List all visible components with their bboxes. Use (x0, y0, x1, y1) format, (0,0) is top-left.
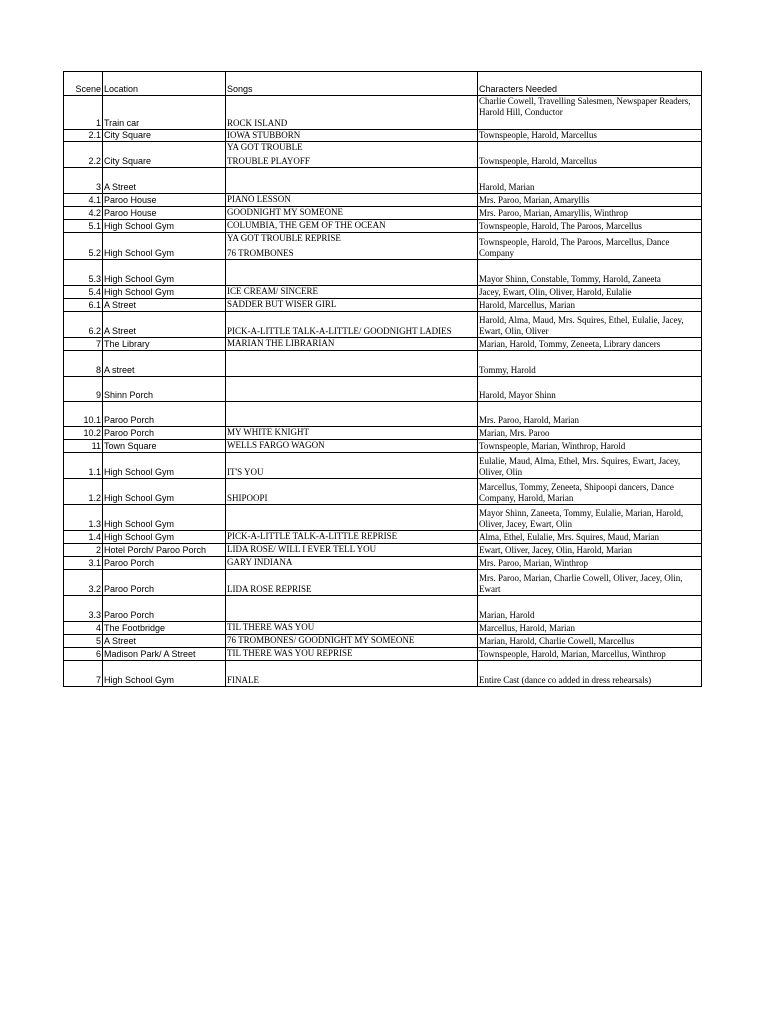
characters-cell[interactable]: Charlie Cowell, Travelling Salesmen, Newspaper Readers, Harold Hill, Conductor (478, 96, 702, 130)
scene-cell[interactable]: 1.4 (64, 531, 103, 544)
location-cell[interactable]: Hotel Porch/ Paroo Porch (103, 544, 226, 557)
songs-cell[interactable] (226, 596, 478, 622)
location-cell[interactable]: Paroo House (103, 194, 226, 207)
characters-cell[interactable]: Mayor Shinn, Zaneeta, Tommy, Eulalie, Marian, Harold, Oliver, Jacey, Ewart, Olin (478, 505, 702, 531)
table-row (64, 440, 702, 453)
characters-cell[interactable]: Townspeople, Marian, Winthrop, Harold (478, 440, 702, 453)
characters-cell[interactable]: Townspeople, Harold, Marian, Marcellus, Winthrop (478, 648, 702, 661)
song-title: YA GOT TROUBLE REPRISE (227, 233, 341, 243)
songs-cell[interactable] (226, 531, 478, 544)
location-cell[interactable]: High School Gym (103, 479, 226, 505)
characters-cell[interactable]: Marcellus, Tommy, Zeneeta, Shipoopi dancers, Dance Company, Harold, Marian (478, 479, 702, 505)
characters-cell[interactable]: Marian, Harold (478, 596, 702, 622)
songs-cell[interactable] (226, 312, 478, 338)
table-row (64, 570, 702, 596)
scene-cell[interactable]: 2 (64, 544, 103, 557)
songs-cell[interactable] (226, 570, 478, 596)
songs-cell[interactable] (226, 479, 478, 505)
song-title: LIDA ROSE/ WILL I EVER TELL YOU (227, 544, 377, 554)
scene-cell[interactable]: 1 (64, 96, 103, 130)
scene-cell[interactable]: 7 (64, 661, 103, 687)
songs-cell[interactable] (226, 220, 478, 233)
table-row (64, 233, 702, 260)
song-title: 76 TROMBONES (227, 248, 294, 258)
characters-cell[interactable]: Harold, Marian (478, 168, 702, 194)
scene-cell[interactable]: 9 (64, 377, 103, 402)
header-location[interactable]: Location (103, 72, 226, 96)
location-cell[interactable]: Paroo Porch (103, 427, 226, 440)
song-title: ROCK ISLAND (227, 118, 288, 128)
song-title: ICE CREAM/ SINCERE (227, 286, 319, 296)
table-row (64, 312, 702, 338)
table-row (64, 505, 702, 531)
characters-cell[interactable]: Harold, Marcellus, Marian (478, 299, 702, 312)
location-cell[interactable]: Paroo Porch (103, 557, 226, 570)
location-cell[interactable]: Paroo Porch (103, 570, 226, 596)
table-row (64, 207, 702, 220)
table-row (64, 544, 702, 557)
location-cell[interactable]: High School Gym (103, 220, 226, 233)
table-row (64, 96, 702, 130)
songs-cell[interactable] (226, 130, 478, 142)
characters-cell[interactable]: Townspeople, Harold, Marcellus (478, 142, 702, 168)
scene-cell[interactable]: 5.3 (64, 260, 103, 286)
table-row (64, 427, 702, 440)
songs-cell[interactable] (226, 168, 478, 194)
songs-cell[interactable] (226, 453, 478, 479)
location-cell[interactable]: Train car (103, 96, 226, 130)
songs-cell[interactable] (226, 427, 478, 440)
songs-cell[interactable] (226, 557, 478, 570)
header-scene[interactable]: Scene (64, 72, 103, 96)
location-cell[interactable]: High School Gym (103, 286, 226, 299)
scene-cell[interactable]: 4.1 (64, 194, 103, 207)
songs-cell[interactable] (226, 299, 478, 312)
song-title: SADDER BUT WISER GIRL (227, 299, 337, 309)
table-row (64, 531, 702, 544)
characters-cell[interactable]: Entire Cast (dance co added in dress rehearsals) (478, 661, 702, 687)
characters-cell[interactable]: Townspeople, Harold, The Paroos, Marcellus (478, 220, 702, 233)
scene-cell[interactable]: 3.2 (64, 570, 103, 596)
characters-cell[interactable]: Townspeople, Harold, The Paroos, Marcellus, Dance Company (478, 233, 702, 260)
scene-cell[interactable]: 5.4 (64, 286, 103, 299)
scene-cell[interactable]: 1.1 (64, 453, 103, 479)
song-title: TIL THERE WAS YOU (227, 622, 315, 632)
characters-cell[interactable]: Mayor Shinn, Constable, Tommy, Harold, Zaneeta (478, 260, 702, 286)
location-cell[interactable]: A Street (103, 312, 226, 338)
songs-cell[interactable] (226, 351, 478, 377)
songs-cell[interactable] (226, 622, 478, 635)
characters-cell[interactable]: Mrs. Paroo, Marian, Amaryllis, Winthrop (478, 207, 702, 220)
table-row (64, 130, 702, 142)
scene-cell[interactable]: 6.1 (64, 299, 103, 312)
location-cell[interactable]: High School Gym (103, 661, 226, 687)
scene-cell[interactable]: 6 (64, 648, 103, 661)
location-cell[interactable]: A Street (103, 299, 226, 312)
characters-cell[interactable]: Harold, Alma, Maud, Mrs. Squires, Ethel, Eulalie, Jacey, Ewart, Olin, Oliver (478, 312, 702, 338)
characters-cell[interactable]: Harold, Mayor Shinn (478, 377, 702, 402)
song-title: PICK-A-LITTLE TALK-A-LITTLE REPRISE (227, 531, 398, 541)
characters-cell[interactable]: Marian, Harold, Tommy, Zeneeta, Library dancers (478, 338, 702, 351)
songs-cell[interactable] (226, 402, 478, 427)
characters-cell[interactable]: Mrs. Paroo, Marian, Winthrop (478, 557, 702, 570)
scene-cell[interactable]: 4 (64, 622, 103, 635)
songs-cell[interactable] (226, 96, 478, 130)
scene-cell[interactable]: 1.3 (64, 505, 103, 531)
table-row (64, 557, 702, 570)
table-row (64, 402, 702, 427)
scene-cell[interactable]: 6.2 (64, 312, 103, 338)
scene-cell[interactable]: 3 (64, 168, 103, 194)
location-cell[interactable]: The Library (103, 338, 226, 351)
songs-cell[interactable] (226, 544, 478, 557)
scene-cell[interactable]: 3.3 (64, 596, 103, 622)
scene-cell[interactable]: 8 (64, 351, 103, 377)
songs-cell[interactable] (226, 286, 478, 299)
location-cell[interactable]: A Street (103, 168, 226, 194)
header-songs[interactable]: Songs (226, 72, 478, 96)
location-cell[interactable]: A Street (103, 635, 226, 648)
scene-cell[interactable]: 2.2 (64, 142, 103, 168)
scene-breakdown-table (63, 71, 702, 687)
location-cell[interactable]: City Square (103, 142, 226, 168)
table-row (64, 596, 702, 622)
songs-cell[interactable] (226, 440, 478, 453)
table-row (64, 453, 702, 479)
song-title: WELLS FARGO WAGON (227, 440, 325, 450)
table-row (64, 635, 702, 648)
table-row (64, 168, 702, 194)
scene-cell[interactable]: 5.2 (64, 233, 103, 260)
scene-cell[interactable]: 5.1 (64, 220, 103, 233)
scene-cell[interactable]: 10.1 (64, 402, 103, 427)
location-cell[interactable]: Paroo House (103, 207, 226, 220)
song-title: YA GOT TROUBLE (227, 142, 303, 152)
characters-cell[interactable]: Marian, Mrs. Paroo (478, 427, 702, 440)
location-cell[interactable]: Paroo Porch (103, 596, 226, 622)
location-cell[interactable]: High School Gym (103, 260, 226, 286)
songs-cell[interactable] (226, 233, 478, 260)
songs-cell[interactable] (226, 635, 478, 648)
song-title: PIANO LESSON (227, 194, 291, 204)
song-title: 76 TROMBONES/ GOODNIGHT MY SOMEONE (227, 635, 415, 645)
songs-cell[interactable] (226, 377, 478, 402)
table-row (64, 220, 702, 233)
location-cell[interactable]: High School Gym (103, 453, 226, 479)
characters-cell[interactable]: Mrs. Paroo, Harold, Marian (478, 402, 702, 427)
scene-cell[interactable]: 1.2 (64, 479, 103, 505)
location-cell[interactable]: City Square (103, 130, 226, 142)
location-cell[interactable]: High School Gym (103, 505, 226, 531)
song-title: GOODNIGHT MY SOMEONE (227, 207, 343, 217)
song-title: TROUBLE PLAYOFF (227, 156, 310, 166)
scene-cell[interactable]: 10.2 (64, 427, 103, 440)
table-body (64, 72, 702, 687)
table-row (64, 338, 702, 351)
table-row (64, 142, 702, 168)
songs-cell[interactable] (226, 661, 478, 687)
characters-cell[interactable]: Mrs. Paroo, Marian, Amaryllis (478, 194, 702, 207)
table-row (64, 377, 702, 402)
table-row (64, 299, 702, 312)
songs-cell[interactable] (226, 260, 478, 286)
header-row (64, 72, 702, 96)
scene-cell[interactable]: 7 (64, 338, 103, 351)
table-row (64, 479, 702, 505)
song-title: GARY INDIANA (227, 557, 293, 567)
scene-cell[interactable]: 4.2 (64, 207, 103, 220)
table-row (64, 661, 702, 687)
characters-cell[interactable]: Marcellus, Harold, Marian (478, 622, 702, 635)
characters-cell[interactable]: Marian, Harold, Charlie Cowell, Marcellus (478, 635, 702, 648)
location-cell[interactable]: Paroo Porch (103, 402, 226, 427)
song-title: COLUMBIA, THE GEM OF THE OCEAN (227, 220, 386, 230)
characters-cell[interactable]: Alma, Ethel, Eulalie, Mrs. Squires, Maud, Marian (478, 531, 702, 544)
songs-cell[interactable] (226, 648, 478, 661)
scene-cell[interactable]: 11 (64, 440, 103, 453)
table-row (64, 260, 702, 286)
table-row (64, 194, 702, 207)
songs-cell[interactable] (226, 207, 478, 220)
location-cell[interactable]: Town Square (103, 440, 226, 453)
song-title: MARIAN THE LIBRARIAN (227, 338, 335, 348)
songs-cell[interactable] (226, 194, 478, 207)
characters-cell[interactable]: Eulalie, Maud, Alma, Ethel, Mrs. Squires, Ewart, Jacey, Oliver, Olin (478, 453, 702, 479)
location-cell[interactable]: Madison Park/ A Street (103, 648, 226, 661)
location-cell[interactable]: High School Gym (103, 233, 226, 260)
songs-cell[interactable] (226, 338, 478, 351)
songs-cell[interactable] (226, 505, 478, 531)
location-cell[interactable]: Shinn Porch (103, 377, 226, 402)
location-cell[interactable]: The Footbridge (103, 622, 226, 635)
song-title: SHIPOOPI (227, 493, 268, 503)
songs-cell[interactable] (226, 142, 478, 168)
table-row (64, 648, 702, 661)
characters-cell[interactable]: Tommy, Harold (478, 351, 702, 377)
song-title: IT'S YOU (227, 467, 264, 477)
song-title: IOWA STUBBORN (227, 130, 301, 140)
song-title: PICK-A-LITTLE TALK-A-LITTLE/ GOODNIGHT LADIES (227, 326, 452, 336)
scene-cell[interactable]: 5 (64, 635, 103, 648)
header-characters[interactable]: Characters Needed (478, 72, 702, 96)
scene-cell[interactable]: 3.1 (64, 557, 103, 570)
location-cell[interactable]: A street (103, 351, 226, 377)
location-cell[interactable]: High School Gym (103, 531, 226, 544)
characters-cell[interactable]: Mrs. Paroo, Marian, Charlie Cowell, Oliver, Jacey, Olin, Ewart (478, 570, 702, 596)
song-title: TIL THERE WAS YOU REPRISE (227, 648, 353, 658)
song-title: MY WHITE KNIGHT (227, 427, 309, 437)
scene-cell[interactable]: 2.1 (64, 130, 103, 142)
song-title: FINALE (227, 675, 259, 685)
characters-cell[interactable]: Ewart, Oliver, Jacey, Olin, Harold, Marian (478, 544, 702, 557)
table-row (64, 351, 702, 377)
song-title: LIDA ROSE REPRISE (227, 584, 312, 594)
table-row (64, 622, 702, 635)
characters-cell[interactable]: Jacey, Ewart, Olin, Oliver, Harold, Eulalie (478, 286, 702, 299)
table-row (64, 286, 702, 299)
characters-cell[interactable]: Townspeople, Harold, Marcellus (478, 130, 702, 142)
